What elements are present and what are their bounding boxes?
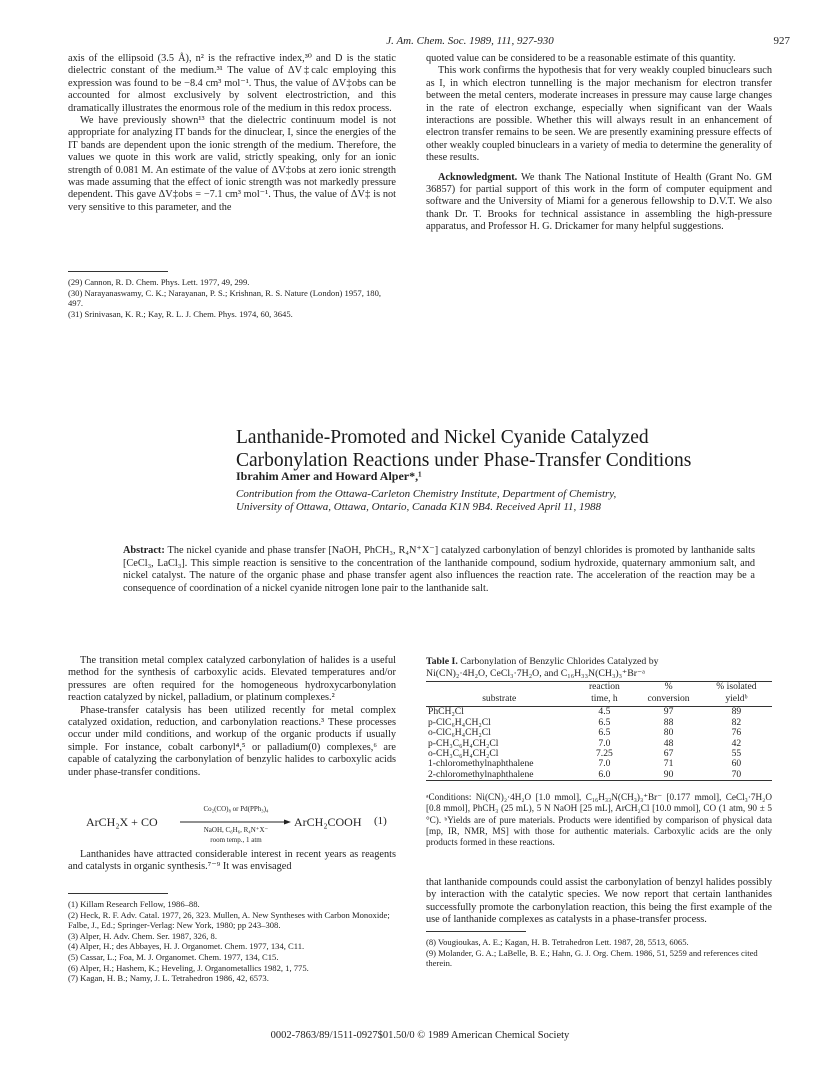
abstract bbox=[123, 545, 755, 595]
cell-yield: 60 bbox=[731, 758, 742, 770]
column-header: % isolated bbox=[716, 681, 757, 692]
affiliation-line: University of Ottawa, Ottawa, Ontario, Canada K1N 9B4. Received April 11, 1988 bbox=[236, 501, 602, 513]
cell-time: 6.0 bbox=[598, 768, 611, 780]
equation-reactants: ArCH₂X + CO bbox=[86, 815, 158, 829]
cell-yield: 82 bbox=[731, 716, 742, 728]
cell-conversion: 71 bbox=[663, 758, 674, 770]
page-number: 927 bbox=[773, 35, 790, 47]
cell-conversion: 90 bbox=[663, 768, 674, 780]
article-title-line: Carbonylation Reactions under Phase-Transfer Conditions bbox=[236, 450, 692, 471]
column-header: time, h bbox=[591, 693, 618, 705]
abstract-text: The nickel cyanide and phase transfer [NaOH, PhCH₃, R₄N⁺X⁻] catalyzed carbonylation of benzyl chlorides is promoted by lanthanide salts [CeCl₃, LaCl₃]. This simple reaction is sensitive to the concentration of the lanthanide compound, sodium hydroxide, quaternary ammonium salt, and nickel catalyst. The nature of the organic phase and phase transfer agent also influences the reaction rate. The acceleration of the reaction may be a consequence of coordination of a nickel cyanide nitrogen lone pair to the lanthanide salt. bbox=[123, 545, 755, 594]
article-title bbox=[236, 426, 796, 472]
article-title-line: Lanthanide-Promoted and Nickel Cyanide Catalyzed bbox=[236, 427, 649, 448]
table-grid bbox=[426, 682, 772, 781]
footnote: (6) Alper, H.; Hashem, K.; Heveling, J. Organometallics 1982, 1, 775. bbox=[68, 962, 309, 973]
footnote: (2) Heck, R. F. Adv. Catal. 1977, 26, 323. Mullen, A. New Syntheses with Carbon Monoxide; Falbe, J., Ed.; Springer-Verlag: New York, 1980; pp 243–308. bbox=[68, 909, 390, 931]
cell-substrate: p-CH₃C₆H₄CH₂Cl bbox=[428, 737, 499, 749]
footnote: (8) Vougioukas, A. E.; Kagan, H. B. Tetrahedron Lett. 1987, 28, 5513, 6065. bbox=[426, 937, 689, 947]
table-1 bbox=[426, 656, 772, 781]
article-authors: Ibrahim Amer and Howard Alper*,¹ bbox=[236, 469, 422, 483]
equation-conditions: NaOH, C₆H₆, R₄N⁺X⁻ bbox=[203, 826, 269, 834]
article-affiliation bbox=[236, 488, 796, 514]
footnote-rule bbox=[68, 271, 168, 272]
cell-yield: 55 bbox=[731, 747, 742, 759]
previous-article-left-column bbox=[68, 53, 396, 214]
column-header: % bbox=[664, 681, 673, 692]
footnote: (30) Narayanaswamy, C. K.; Narayanan, P. S.; Krishnan, R. S. Nature (London) 1957, 180, 497. bbox=[68, 287, 382, 309]
column-header: yieldᵇ bbox=[725, 693, 748, 705]
acknowledgment-text: We thank The National Institute of Health (Grant No. GM 36857) for partial support of this work in the form of computer equipment and software and the University of Miami for a generous fellowship to D.V.T. We also thank Dr. T. Brooks for technical assistance in assembling the high-pressure apparatus, and Professor H. G. Drickamer for many helpful suggestions. bbox=[426, 171, 772, 233]
cell-time: 6.5 bbox=[598, 727, 611, 739]
table-row bbox=[426, 770, 772, 781]
cell-substrate: 2-chloromethylnaphthalene bbox=[428, 768, 534, 780]
footnote: (29) Cannon, R. D. Chem. Phys. Lett. 1977, 49, 299. bbox=[68, 277, 250, 287]
abstract-paragraph bbox=[123, 545, 755, 595]
running-header: J. Am. Chem. Soc. 1989, 111, 927-930 bbox=[386, 35, 554, 47]
cell-substrate: 1-chloromethylnaphthalene bbox=[428, 758, 534, 770]
footnote: (7) Kagan, H. B.; Namy, J. L. Tetrahedron 1986, 42, 6573. bbox=[68, 973, 269, 984]
footnote: (1) Killam Research Fellow, 1986–88. bbox=[68, 899, 200, 909]
cell-substrate: o-ClC₆H₄CH₂Cl bbox=[428, 727, 491, 739]
footnotes-previous-article bbox=[68, 277, 396, 319]
body-left-column-continued bbox=[68, 849, 396, 874]
cell-time: 7.0 bbox=[598, 758, 611, 770]
table-caption-text: Carbonylation of Benzylic Chlorides Catalyzed by bbox=[457, 656, 659, 667]
table-header-row bbox=[426, 694, 772, 707]
footnote: (5) Cassar, L.; Foa, M. J. Organomet. Chem. 1977, 134, C15. bbox=[68, 951, 279, 962]
table-caption-label: Table I. bbox=[426, 656, 458, 667]
body-right-column bbox=[426, 877, 772, 927]
equation-number: (1) bbox=[374, 815, 387, 827]
table-caption-text: Ni(CN)₂·4H₂O, CeCl₃·7H₂O, and C₁₆H₃₃N(CH₃)₃⁺Br⁻ᵃ bbox=[426, 667, 645, 679]
cell-substrate: p-ClC₆H₄CH₂Cl bbox=[428, 716, 491, 728]
affiliation-line: Contribution from the Ottawa-Carleton Chemistry Institute, Department of Chemistry, bbox=[236, 488, 617, 500]
paragraph: Phase-transfer catalysis has been utilized recently for metal complex catalyzed oxidation, reduction, and carbonylation reactions.³ These processes occur under mild conditions, and workup of the organic products if usually simple. For instance, cobalt carbonyl⁴,⁵ or palladium(0) complexes,⁶ are capable of catalyzing the carbonylation of benzylic halides to carboxylic acids under phase-transfer conditions. bbox=[68, 704, 396, 778]
acknowledgment-label: Acknowledgment. bbox=[438, 171, 518, 183]
cell-substrate: o-CH₃C₆H₄CH₂Cl bbox=[428, 747, 499, 759]
equation-conditions: room temp., 1 atm bbox=[210, 836, 262, 844]
cell-conversion: 80 bbox=[663, 727, 674, 739]
cell-yield: 70 bbox=[731, 768, 742, 780]
cell-time: 7.25 bbox=[596, 747, 613, 759]
cell-substrate: PhCH₂Cl bbox=[428, 706, 464, 718]
footnote: (31) Srinivasan, K. R.; Kay, R. L. J. Chem. Phys. 1974, 60, 3645. bbox=[68, 308, 293, 319]
paragraph: quoted value can be considered to be a reasonable estimate of this quantity. bbox=[426, 53, 736, 64]
table-footnote bbox=[426, 792, 772, 848]
paragraph: The transition metal complex catalyzed carbonylation of halides is a useful method for the synthesis of carboxylic acids. Elevated temperatures and/or pressures are often required for the homogeneous hydroxycarbonylation reaction catalyzed by nickel, palladium, or platinum complexes.² bbox=[68, 655, 396, 704]
cell-time: 4.5 bbox=[598, 706, 611, 718]
reaction-arrow-icon bbox=[180, 818, 292, 826]
footnote: (4) Alper, H.; des Abbayes, H. J. Organomet. Chem. 1977, 134, C11. bbox=[68, 941, 305, 952]
column-header: substrate bbox=[482, 693, 517, 705]
footnotes-right bbox=[426, 937, 772, 969]
equation-1 bbox=[68, 805, 396, 847]
footnote: (9) Molander, G. A.; LaBelle, B. E.; Hahn, G. J. Org. Chem. 1986, 51, 5259 and references cited therein. bbox=[426, 947, 758, 969]
cell-conversion: 88 bbox=[663, 716, 674, 728]
paragraph: This work confirms the hypothesis that for very weakly coupled binuclears such as I, in which electron tunnelling is the major mechanism for electron transfer between the metal centers, moderate increases in pressure may cause large changes in the rate of electron exchange, especially when significant van der Waals interactions are possible. Whether this will always result in an enhancement of electron transfer remains to be seen. We are presently examining pressure effects of other weakly coupled binuclears in a variety of media to determine the generality of these results. bbox=[426, 65, 772, 164]
table-caption bbox=[426, 656, 772, 679]
column-header: reaction bbox=[588, 681, 620, 692]
cell-conversion: 67 bbox=[663, 747, 674, 759]
footnote-rule bbox=[68, 893, 168, 894]
cell-yield: 76 bbox=[731, 727, 742, 739]
equation-catalyst: Co₂(CO)₈ or Pd(PPh₃)₄ bbox=[203, 805, 269, 813]
cell-yield: 89 bbox=[731, 706, 742, 718]
previous-article-right-column bbox=[426, 53, 772, 234]
abstract-label: Abstract: bbox=[123, 545, 165, 556]
acknowledgment bbox=[426, 172, 772, 234]
cell-conversion: 97 bbox=[663, 706, 674, 718]
footnote: (3) Alper, H. Adv. Chem. Ser. 1987, 326, 8. bbox=[68, 930, 217, 941]
paragraph: We have previously shown¹³ that the dielectric continuum model is not appropriate for analyzing IT bands for the dinuclear, I, since the energies of the IT bands are dependent upon the ionic strength of the medium. Therefore, the values we quote in this work are valid, strictly speaking, only for an ionic strength of 0.081 M. An estimate of the value of ΔV‡obs at zero ionic strength was made assuming that the effect of ionic strength was not markedly pressure dependent. This gave ΔV‡obs = −7.1 cm³ mol⁻¹. Thus, the value of ΔV‡ is not very sensitive to this parameter, and the bbox=[68, 115, 396, 213]
body-left-column bbox=[68, 655, 396, 779]
copyright-footer: 0002-7863/89/1511-0927$01.50/0 © 1989 American Chemical Society bbox=[270, 1030, 570, 1041]
table-footnote-text: ᵃConditions: Ni(CN)₂·4H₂O [1.0 mmol], C₁₆H₃₃N(CH₃)₃⁺Br⁻ [0.177 mmol], CeCl₃·7H₂O [0.8 mmol], PhCH₃ (25 mL), 5 N NaOH [25 mL], ArCH₂Cl [10.0 mmol], CO (1 atm, 90 ± 5 °C). ᵇYields are of pure materials. Products were identified by comparison of physical data [mp, IR, NMR, MS] with those for authentic materials. Carboxylic acids are the only products formed in these reactions. bbox=[426, 792, 772, 848]
footnotes-left bbox=[68, 899, 396, 984]
equation-product: ArCH₂COOH bbox=[294, 815, 362, 829]
cell-yield: 42 bbox=[731, 737, 742, 749]
footnote-rule bbox=[426, 931, 526, 932]
paragraph: axis of the ellipsoid (3.5 Å), n² is the refractive index,³⁰ and D is the static dielectric constant of the medium.³¹ The value of ΔV‡calc employing this expression was found to be −8.4 cm³ mol⁻¹. Thus, the value of ΔV‡obs can be accounted for almost exclusively by solvent electrostriction, and this dramatically illustrates the enormous role of the medium in this redox process. bbox=[68, 53, 396, 114]
cell-conversion: 48 bbox=[663, 737, 674, 749]
cell-time: 6.5 bbox=[598, 716, 611, 728]
paragraph: Lanthanides have attracted considerable interest in recent years as reagents and catalysts in organic synthesis.⁷⁻⁹ It was envisaged bbox=[68, 849, 396, 873]
paragraph: that lanthanide compounds could assist the carbonylation of benzyl halides possibly by interaction with the catalytic species. We now report that certain lanthanides successfully promote the carbonylation reaction, this being the first example of the use of lanthanide complexes as catalysts in a phase-transfer process. bbox=[426, 877, 772, 926]
column-header: conversion bbox=[647, 693, 690, 705]
cell-time: 7.0 bbox=[598, 737, 611, 749]
